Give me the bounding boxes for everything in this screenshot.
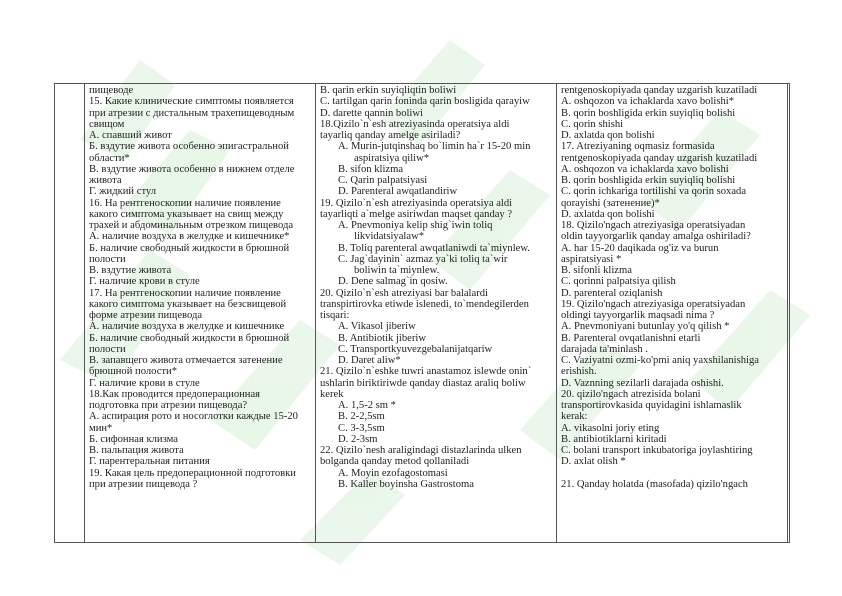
text-line: qorayishi (затенение)*	[561, 197, 660, 209]
text-line: A. har 15-20 daqikada og'iz va burun	[561, 242, 719, 254]
text-line: D. Vaznning sezilarli darajada oshishi.	[561, 377, 724, 389]
text-line: Г. наличие крови в стуле	[89, 377, 200, 389]
questions-table	[54, 83, 790, 543]
text-line: C. 3-3,5sm	[338, 422, 385, 434]
text-line: Б. наличие свободный жидкости в брюшной	[89, 332, 290, 344]
text-line: при атрезии с дистальным трахепищеводным	[89, 107, 295, 119]
text-line: А. спавший живот	[89, 130, 172, 141]
text-line: какого симптома указывает на безсвищевой	[89, 298, 287, 310]
text-line: C. qorinni palpatsiya qilish	[561, 276, 676, 288]
text-line: Г. жидкий стул	[89, 186, 157, 198]
text-line: B. sifon klizma	[338, 163, 404, 175]
text-line: C. tartilgan qarin foninda qarin bosligida qarayiw	[320, 96, 530, 108]
text-line: В. запавщего живота отмечается затенение	[89, 355, 283, 366]
text-line: 21. Qizilo`n`eshke tuwri anastamoz islewde onin`	[320, 366, 532, 378]
text-line: A. Moyin ezofagostomasi	[338, 467, 448, 479]
text-line: B. Kaller boyinsha Gastrostoma	[338, 478, 474, 490]
text-line: D. Daret aliw*	[338, 355, 401, 366]
text-line: 16. На рентгеноскопии наличие появление	[89, 197, 281, 209]
text-line: Б. наличие свободный жидкости в брюшной	[89, 242, 290, 254]
text-line: подготовка при атрезии пищевода?	[89, 400, 248, 411]
text-line: А. наличие воздуха в желудке и кишечнике	[89, 321, 285, 333]
text-line: C. Jag`dayinin` azmaz ya`ki toliq ta`wir	[338, 253, 508, 265]
karakalpak-questions-cell	[316, 84, 557, 543]
text-line: 18.Как проводится предоперационная	[89, 388, 261, 400]
text-line: A. Pnevmoniyani butunlay yo'q qilish *	[561, 321, 730, 333]
text-line: A. oshqozon va ichaklarda xavo bolishi	[561, 163, 729, 175]
text-line: 20. Qizilo`n`esh atreziyasi bar balalardi	[320, 287, 488, 299]
text-line: 17. На рентгеноскопии наличие появление	[89, 287, 281, 299]
text-line: пищеводе	[89, 85, 134, 96]
text-line: transpirtirovka etiwde islenedi, to`mendegilerden	[320, 298, 529, 310]
text-line: D. parenteral oziqlanish	[561, 287, 663, 299]
text-line: likvidatsiyalaw*	[354, 231, 425, 243]
text-line: В. пальпация живота	[89, 445, 184, 456]
text-line: kerak:	[561, 411, 588, 423]
text-line: В. вздутие живота особенно в нижнем отделе	[89, 163, 295, 175]
text-line: Г. парентеральная питания	[89, 456, 210, 468]
text-line: boliwin ta`miynlew.	[354, 265, 440, 276]
text-line	[561, 468, 784, 479]
text-line: D. 2-3sm	[338, 433, 378, 445]
text-line: oldingi tayyorgarlik maqsadi nima ?	[561, 310, 715, 321]
text-line: Г. наличие крови в стуле	[89, 276, 200, 288]
text-line: C. Vaziyatni ozmi-ko'pmi aniq yaxshilanishiga	[561, 355, 759, 366]
text-line: полости	[89, 253, 126, 265]
text-line: C. Transportkyuvezgebalanijatqariw	[338, 343, 493, 355]
text-line: 17. Atreziyaning oqmasiz formasida	[561, 141, 715, 153]
text-line: C. bolani transport inkubatoriga joylashtiring	[561, 445, 753, 456]
text-line: oldin tayyorgarlik qanday amalga oshiriladi?	[561, 231, 751, 243]
text-line: A. Pnevmoniya kelip shig`iwin toliq	[338, 220, 493, 231]
text-line: C. Qarin palpatsiyasi	[338, 175, 428, 186]
text-line: A. 1,5-2 sm *	[338, 400, 396, 411]
text-line: C. qorin shishi	[561, 118, 624, 130]
text-line: живота	[89, 175, 122, 186]
text-line: трахей и абдоминальным отрезком пищевода	[89, 220, 294, 231]
text-line: B. sifonli klizma	[561, 265, 632, 276]
text-line: ushlarin biriktiriwde qanday diastaz araliq boliw	[320, 377, 526, 389]
text-line: А. аспирация рото и носоглотки каждые 15-20	[89, 411, 298, 423]
text-line: rentgenoskopiyada qanday uzgarish kuzatiladi	[561, 152, 758, 164]
text-line: transportirovkasida quyidagini ishlamaslik	[561, 400, 742, 411]
text-line: D. Dene salmag`in qosiw.	[338, 276, 448, 288]
text-line: A. vikasolni joriy eting	[561, 422, 660, 434]
text-line: B. Toliq parenteral awqatlaniwdi ta`miynlew.	[338, 242, 530, 254]
text-line: свищом	[89, 118, 125, 130]
text-line: В. вздутие живота	[89, 265, 172, 276]
text-line: A. Murin-jutqinshaq bo`limin ha`r 15-20 min	[338, 141, 531, 153]
text-line: kerek	[320, 388, 344, 400]
text-line: 18.Qizilo`n`esh atreziyasinda operatsiya aldi	[320, 118, 510, 130]
text-line: 19. Qizilo`n`esh atreziyasinda operatsiya aldi	[320, 197, 513, 209]
text-line: tayarliqti a`melge asiriwdan maqset qanday ?	[320, 208, 513, 220]
text-line: bolganda qanday metod qollaniladi	[320, 456, 470, 468]
text-line: rentgenoskopiyada qanday uzgarish kuzatiladi	[561, 85, 758, 96]
text-line: C. qorin ichkariga tortilishi va qorin soxada	[561, 186, 747, 198]
text-line: darajada ta'minlash .	[561, 343, 648, 355]
text-line: 19. Какая цель предоперационной подготовки	[89, 467, 296, 479]
text-line: A. oshqozon va ichaklarda xavo bolishi*	[561, 96, 734, 108]
text-line: А. наличие воздуха в желудке и кишечнике*	[89, 231, 290, 243]
text-line: B. antibiotiklarni kiritadi	[561, 433, 667, 445]
text-line: aspiratsiya qiliw*	[354, 152, 430, 164]
text-line: при атрезии пищевода ?	[89, 478, 198, 490]
text-line: tayarliq qanday amelge asiriladi?	[320, 130, 461, 141]
text-line: B. qorin boshligida erkin suyiqliq bolishi	[561, 107, 736, 119]
russian-questions-cell	[85, 84, 316, 543]
text-line: полости	[89, 343, 126, 355]
text-line: B. Antibiotik jiberiw	[338, 332, 426, 344]
text-line: A. Vikasol jiberiw	[338, 321, 416, 333]
text-line: B. qorin boshligida erkin suyiqliq bolishi	[561, 175, 736, 186]
text-line: erishish.	[561, 366, 597, 378]
text-line: 15. Какие клинические симптомы появляется	[89, 96, 294, 108]
text-line: B. qarin erkin suyiqliqtin boliwi	[320, 85, 457, 96]
text-line: 20. qizilo'ngach atrezisida bolani	[561, 388, 701, 400]
text-line: какого симптома указывает на свищ между	[89, 208, 284, 220]
edge-cell	[788, 84, 790, 543]
text-line: D. Parenteral awqatlandiriw	[338, 186, 458, 198]
text-line: форме атрезии пищевода	[89, 310, 203, 321]
text-line: D. axlat olish *	[561, 456, 626, 468]
text-line: D. axlatda qon bolishi	[561, 208, 655, 220]
text-line: aspiratsiyasi *	[561, 253, 622, 265]
text-line: B. 2-2,5sm	[338, 411, 385, 423]
table-row	[55, 84, 790, 543]
text-line: Б. вздутие живота особенно эпигастральной	[89, 141, 289, 153]
text-line: мин*	[89, 422, 113, 434]
text-line: tisqari:	[320, 310, 350, 321]
text-line: 22. Qizilo`nesh araligindagi distazlarinda ulken	[320, 445, 522, 456]
text-line: 19. Qizilo'ngach atreziyasiga operatsiyadan	[561, 298, 746, 310]
text-line: Б. сифонная клизма	[89, 433, 178, 445]
text-line: брюшной полости*	[89, 366, 178, 378]
text-line: области*	[89, 152, 130, 164]
text-line: B. Parenteral ovqatlanishni etarli	[561, 332, 701, 344]
text-line: D. axlatda qon bolishi	[561, 130, 655, 141]
text-line: 21. Qanday holatda (masofada) qizilo'ngach	[561, 478, 748, 490]
text-line: 18. Qizilo'ngach atreziyasiga operatsiyadan	[561, 220, 746, 231]
uzbek-questions-cell	[557, 84, 788, 543]
number-cell	[55, 84, 85, 543]
text-line: D. darette qannin boliwi	[320, 107, 423, 119]
